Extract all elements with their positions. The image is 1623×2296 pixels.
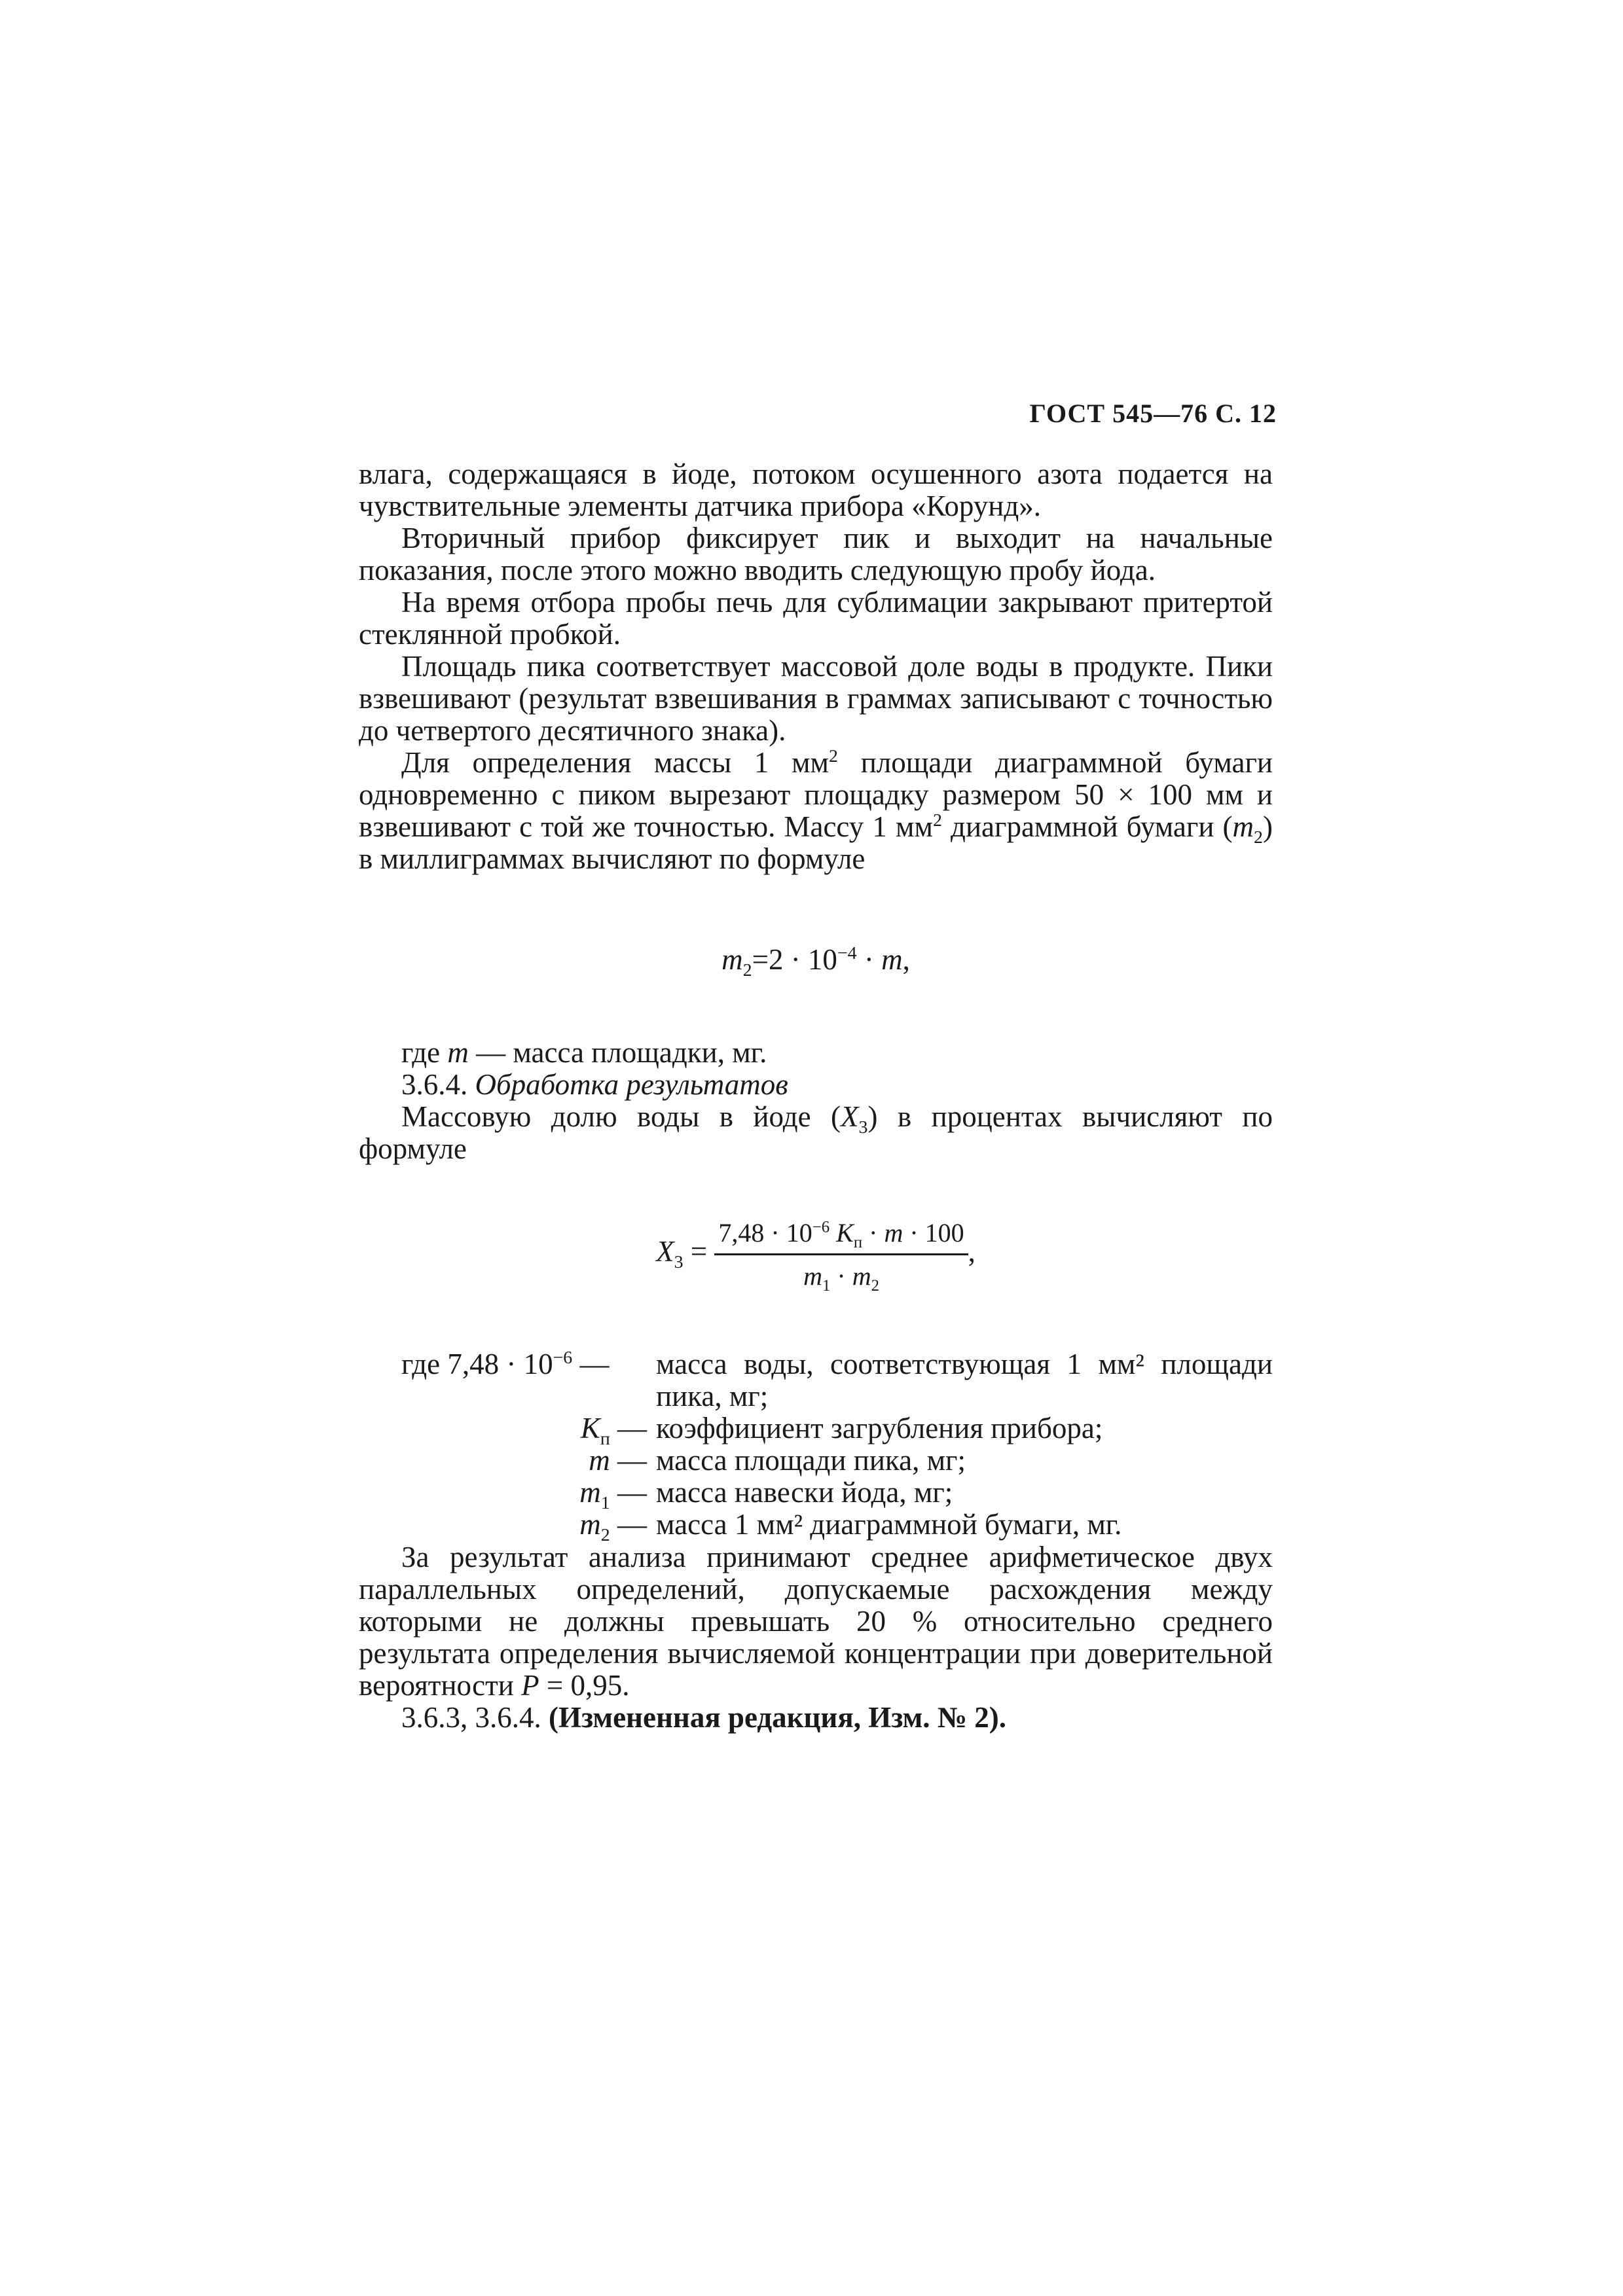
paragraph-fraction: Массовую долю воды в йоде $(X_3)$ в процентах вычисляют по формуле bbox=[359, 1100, 1273, 1165]
section-heading: 3.6.4. Обработка результатов bbox=[401, 1068, 788, 1101]
legend bbox=[359, 1348, 1273, 1545]
legend-row: m — масса площади пика, мг; bbox=[589, 1444, 966, 1477]
fraction bbox=[714, 1217, 968, 1295]
paragraph-2: Вторичный прибор фиксирует пик и выходит на начальные показания, после этого можно вводить следующую пробу йода. bbox=[359, 522, 1273, 586]
paragraph-3: На время отбора пробы печь для сублимации закрывают притертой стеклянной пробкой. bbox=[359, 586, 1273, 651]
legend-row: $K_п$ — коэффициент загрубления прибора; bbox=[580, 1412, 1103, 1449]
where-m: где m — масса площадки, мг. bbox=[401, 1036, 767, 1069]
paragraph-result: За результат анализа принимают среднее арифметическое двух параллельных определений, допускаемые расхождения между которыми не должны превышать 20 % относительно среднего результата определения вычисляемой концентрации при доверительной вероятности P = 0,95. bbox=[359, 1541, 1273, 1702]
fraction-numerator: $7,48 \cdot 10^{-6}$ $K_п \cdot m \cdot 100$ bbox=[714, 1217, 968, 1255]
fraction-denominator: $m_1 \cdot m_2$ bbox=[803, 1261, 879, 1295]
legend-row: $m_2$ — масса 1 мм² диаграммной бумаги, мг. bbox=[579, 1508, 1122, 1545]
legend-row: $m_1$ — масса навески йода, мг; bbox=[579, 1476, 953, 1513]
formula-m2: $m_2=2 \cdot 10^{-4} \cdot m$, bbox=[721, 943, 910, 980]
legend-row: где $7,48 \cdot 10^{-6}$ — масса воды, соответствующая 1 мм² площади пика, мг; bbox=[401, 1348, 1273, 1412]
formula-x3: $X_3$ = $\frac{7,48 \cdot 10^{-6} K_п \cdot m \cdot 100}{m_1 \cdot m_2}$ , bbox=[656, 1218, 976, 1295]
paragraph-mass: Для определения массы 1 $мм^2$ площади диаграммной бумаги одновременно с пиком вырезают площадку размером 50 × 100 мм и взвешивают с той же точностью. Массу 1 $мм^2$ диаграммной бумаги $(m_2)$ в миллиграммах вычисляют по формуле bbox=[359, 746, 1273, 875]
body-text-top bbox=[359, 458, 1273, 875]
paragraph-4: Площадь пика соответствует массовой доле воды в продукте. Пики взвешивают (результат взвешивания в граммах записывают с точностью до четвертого десятичного знака). bbox=[359, 650, 1273, 747]
amendment-note: 3.6.3, 3.6.4. (Измененная редакция, Изм. № 2). bbox=[401, 1701, 1007, 1734]
page-header: ГОСТ 545—76 С. 12 bbox=[1029, 399, 1277, 428]
paragraph-1: влага, содержащаяся в йоде, потоком осушенного азота подается на чувствительные элементы датчика прибора «Корунд». bbox=[359, 457, 1273, 522]
body-text-bottom bbox=[359, 1541, 1273, 1734]
body-text-middle bbox=[359, 1037, 1273, 1165]
